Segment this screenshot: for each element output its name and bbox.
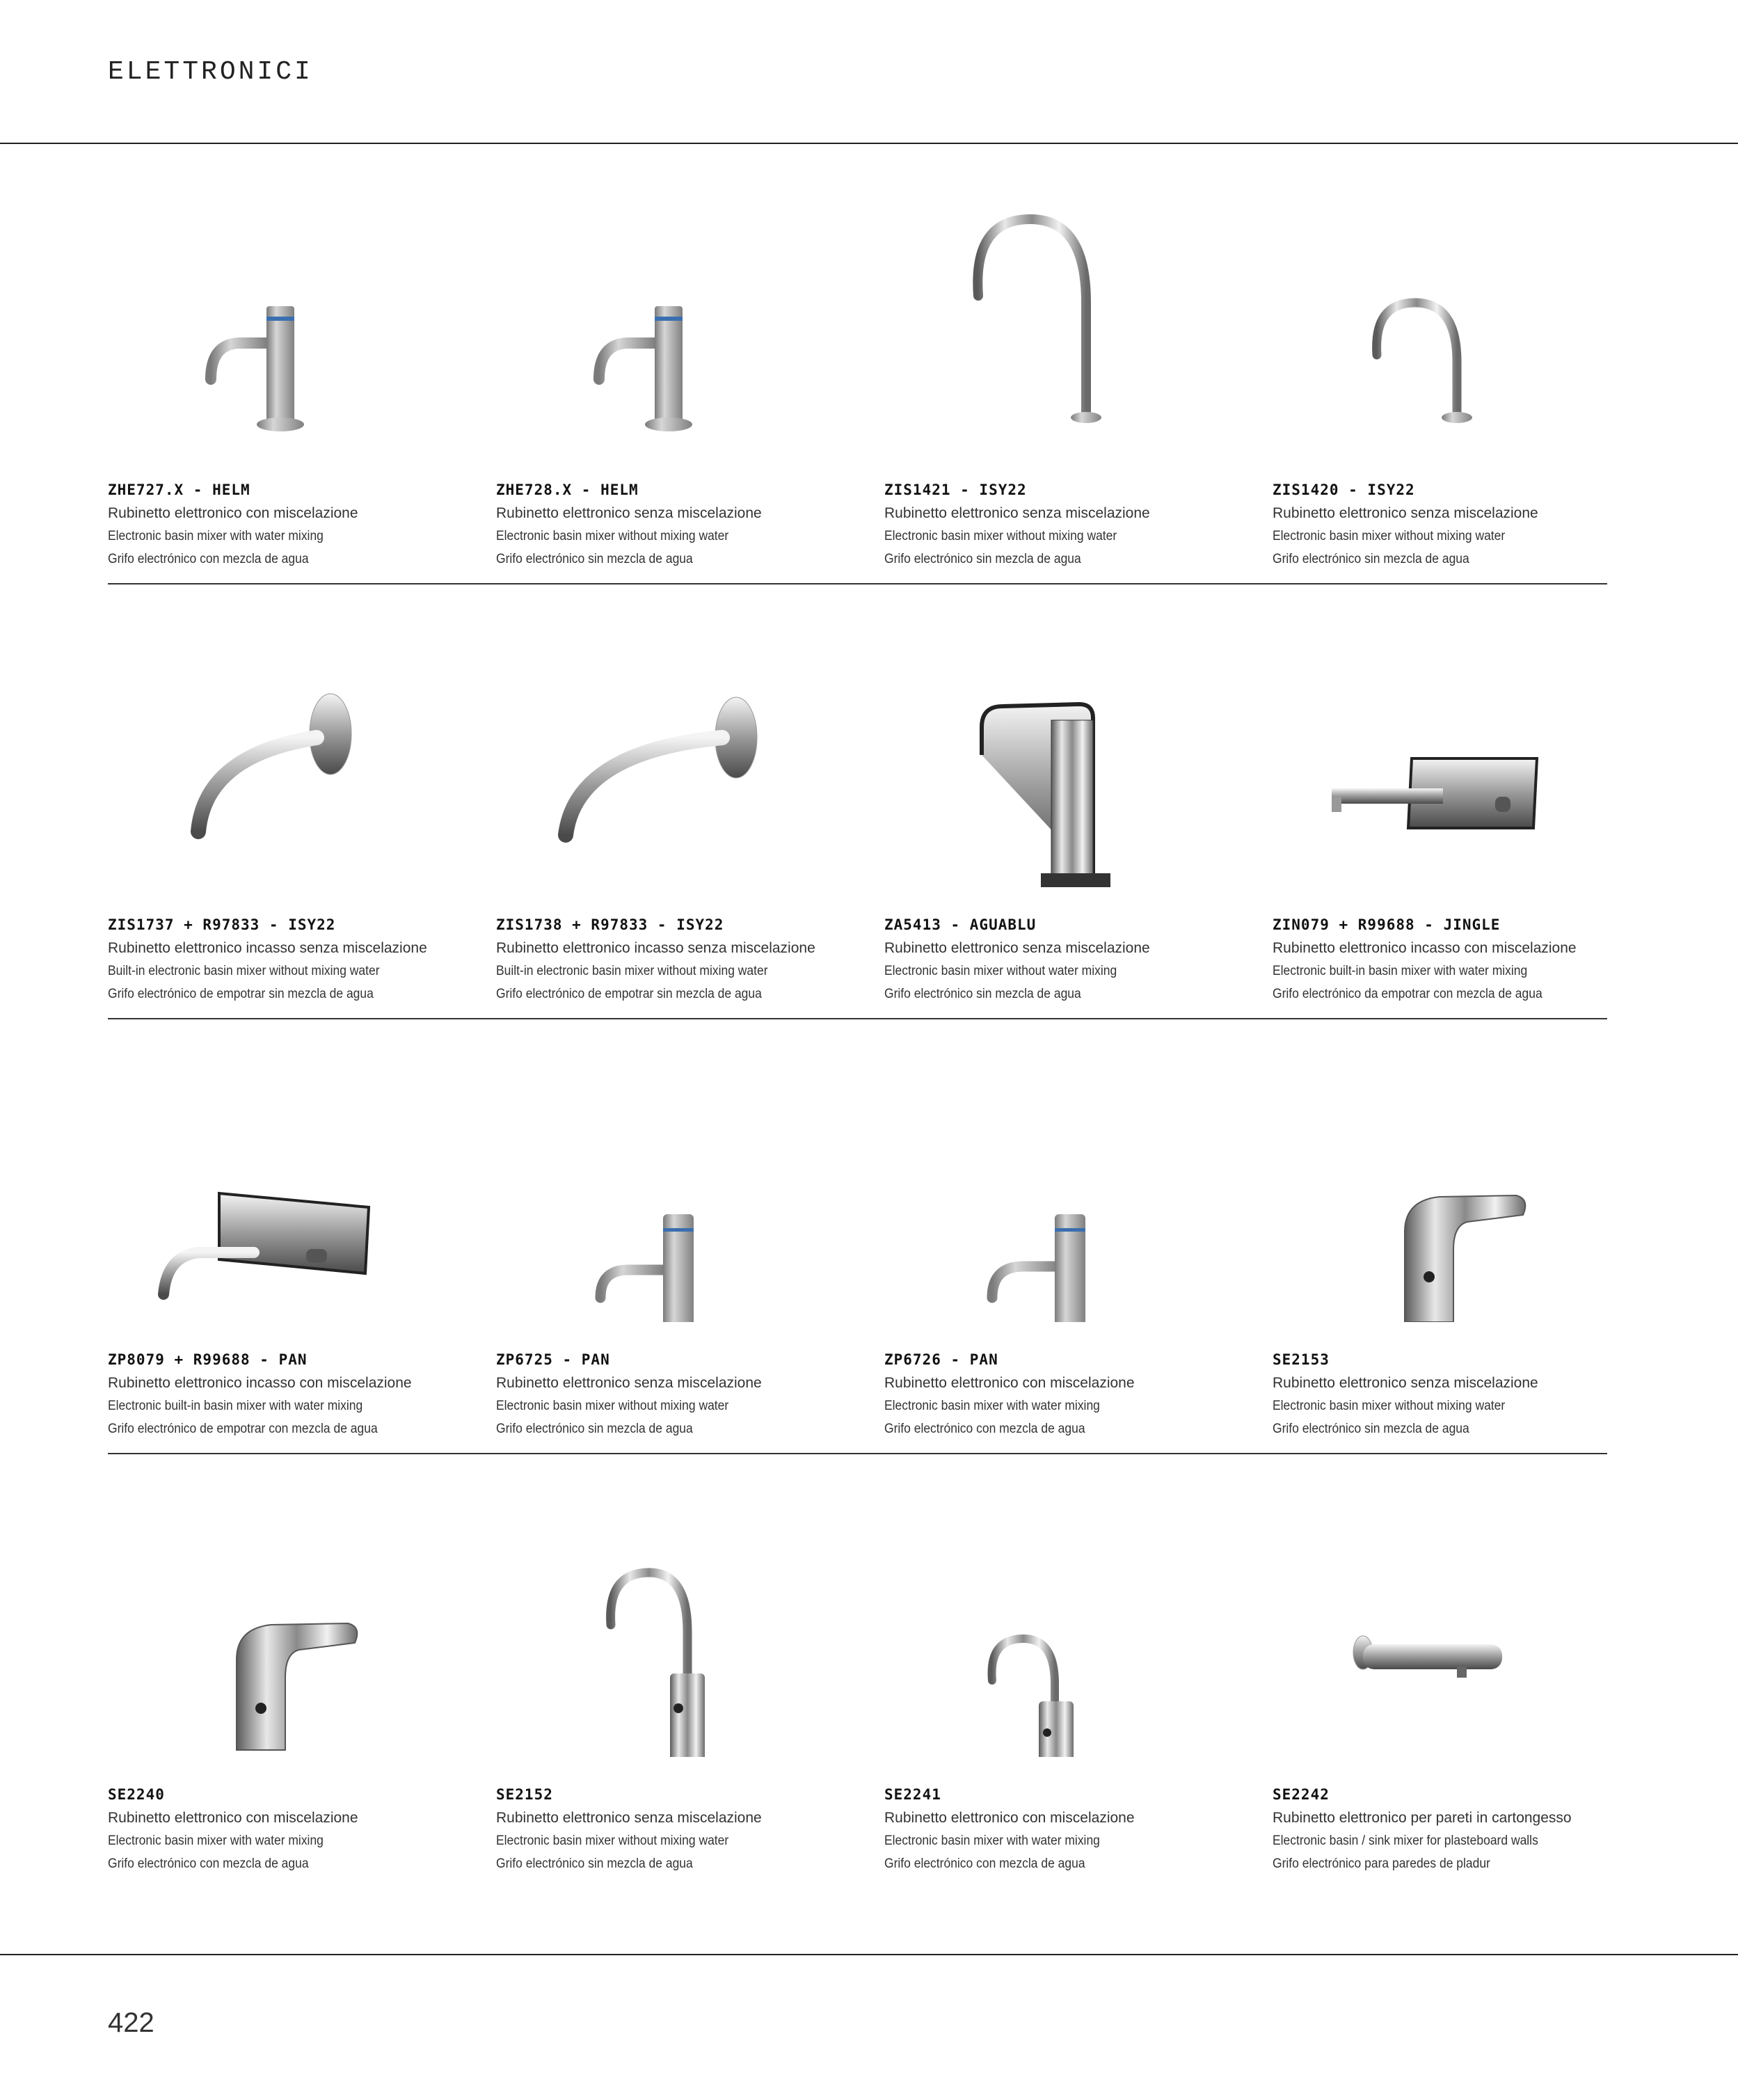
product-desc-es: Grifo electrónico para paredes de pladur: [1273, 1856, 1490, 1871]
product-desc-it: Rubinetto elettronico per pareti in cartongesso: [1273, 1810, 1572, 1826]
product-code: ZHE728.X - HELM: [496, 482, 639, 498]
short-tap-icon: [108, 167, 484, 452]
product-desc-es: Grifo electrónico sin mezcla de agua: [884, 552, 1081, 566]
product-desc-en: Electronic built-in basin mixer with water mixing: [1273, 964, 1528, 978]
product-desc-en: Electronic basin / sink mixer for plasteboard walls: [1273, 1833, 1538, 1848]
square-tap-icon: [884, 602, 1260, 887]
product-card[interactable]: [884, 1037, 1260, 1447]
product-desc-it: Rubinetto elettronico senza miscelazione: [884, 505, 1150, 521]
pan-tap-icon: [884, 1037, 1260, 1322]
product-desc-en: Electronic basin mixer with water mixing: [108, 1833, 324, 1848]
product-code: ZP6726 - PAN: [884, 1351, 998, 1368]
product-code: ZIS1420 - ISY22: [1273, 482, 1415, 498]
gooseneck-short-icon: [1273, 167, 1648, 452]
product-code: SE2242: [1273, 1786, 1330, 1803]
product-card[interactable]: [108, 602, 484, 1012]
product-code: SE2152: [496, 1786, 553, 1803]
wall-plate-tap-icon: [1273, 602, 1648, 887]
product-code: ZIS1737 + R97833 - ISY22: [108, 916, 336, 933]
product-desc-it: Rubinetto elettronico incasso con miscelazione: [1273, 940, 1577, 956]
product-desc-es: Grifo electrónico con mezcla de agua: [108, 1856, 309, 1871]
product-card[interactable]: [108, 167, 484, 578]
product-desc-it: Rubinetto elettronico senza miscelazione: [496, 1375, 762, 1391]
product-row: [108, 602, 1607, 1037]
product-desc-es: Grifo electrónico con mezcla de agua: [884, 1422, 1085, 1436]
product-desc-es: Grifo electrónico sin mezcla de agua: [1273, 1422, 1469, 1436]
row-divider: [108, 1453, 1607, 1454]
product-desc-en: Electronic basin mixer with water mixing: [884, 1833, 1100, 1848]
product-desc-en: Electronic basin mixer with water mixing: [884, 1399, 1100, 1413]
product-desc-es: Grifo electrónico sin mezcla de agua: [496, 1422, 693, 1436]
product-desc-it: Rubinetto elettronico con miscelazione: [108, 505, 358, 521]
header-divider: [0, 143, 1738, 144]
product-code: ZHE727.X - HELM: [108, 482, 250, 498]
product-desc-en: Electronic basin mixer without mixing water: [496, 1833, 729, 1848]
product-card[interactable]: [1273, 167, 1648, 578]
product-desc-es: Grifo electrónico de empotrar sin mezcla de agua: [496, 987, 762, 1001]
product-code: ZIN079 + R99688 - JINGLE: [1273, 916, 1501, 933]
footer-divider: [0, 1954, 1738, 1955]
product-desc-it: Rubinetto elettronico senza miscelazione: [884, 940, 1150, 956]
product-desc-en: Electronic built-in basin mixer with water mixing: [108, 1399, 363, 1413]
product-desc-en: Electronic basin mixer with water mixing: [108, 529, 324, 543]
product-desc-es: Grifo electrónico de empotrar con mezcla de agua: [108, 1422, 378, 1436]
product-desc-it: Rubinetto elettronico con miscelazione: [884, 1375, 1135, 1391]
product-desc-es: Grifo electrónico sin mezcla de agua: [1273, 552, 1469, 566]
sensor-tap-icon: [1273, 1037, 1648, 1322]
short-tap-icon: [496, 167, 872, 452]
product-desc-es: Grifo electrónico sin mezcla de agua: [496, 1856, 693, 1871]
product-card[interactable]: [1273, 1472, 1648, 1882]
product-row: [108, 1037, 1607, 1472]
sensor-gooseneck-short-icon: [884, 1472, 1260, 1757]
product-card[interactable]: [1273, 1037, 1648, 1447]
product-desc-es: Grifo electrónico con mezcla de agua: [884, 1856, 1085, 1871]
row-divider: [108, 583, 1607, 584]
product-card[interactable]: [884, 167, 1260, 578]
product-card[interactable]: [496, 1472, 872, 1882]
sensor-tap-icon: [108, 1472, 484, 1757]
product-card[interactable]: [884, 1472, 1260, 1882]
wall-plate-curve-icon: [108, 1037, 484, 1322]
product-desc-it: Rubinetto elettronico senza miscelazione: [1273, 1375, 1538, 1391]
product-desc-it: Rubinetto elettronico senza miscelazione: [496, 505, 762, 521]
product-card[interactable]: [496, 602, 872, 1012]
sensor-gooseneck-icon: [496, 1472, 872, 1757]
product-desc-en: Electronic basin mixer without mixing water: [884, 529, 1117, 543]
gooseneck-tall-icon: [884, 167, 1260, 452]
product-desc-en: Electronic basin mixer without mixing water: [1273, 529, 1506, 543]
wall-spout-icon: [108, 602, 484, 887]
row-divider: [108, 1018, 1607, 1019]
product-desc-it: Rubinetto elettronico senza miscelazione: [1273, 505, 1538, 521]
product-desc-en: Electronic basin mixer without mixing water: [496, 1399, 729, 1413]
product-code: ZP6725 - PAN: [496, 1351, 610, 1368]
pan-tap-icon: [496, 1037, 872, 1322]
product-desc-es: Grifo electrónico sin mezcla de agua: [496, 552, 693, 566]
product-code: SE2240: [108, 1786, 165, 1803]
product-desc-it: Rubinetto elettronico con miscelazione: [884, 1810, 1135, 1826]
product-desc-es: Grifo electrónico con mezcla de agua: [108, 552, 309, 566]
product-code: SE2153: [1273, 1351, 1330, 1368]
product-card[interactable]: [496, 167, 872, 578]
product-desc-en: Built-in electronic basin mixer without mixing water: [108, 964, 380, 978]
product-desc-es: Grifo electrónico de empotrar sin mezcla de agua: [108, 987, 374, 1001]
page-number: 422: [108, 2007, 154, 2038]
product-desc-it: Rubinetto elettronico incasso senza miscelazione: [496, 940, 815, 956]
product-row: [108, 1472, 1607, 1907]
product-desc-en: Electronic basin mixer without mixing water: [496, 529, 729, 543]
product-desc-es: Grifo electrónico da empotrar con mezcla de agua: [1273, 987, 1542, 1001]
product-desc-it: Rubinetto elettronico incasso senza miscelazione: [108, 940, 427, 956]
product-code: ZP8079 + R99688 - PAN: [108, 1351, 308, 1368]
product-card[interactable]: [1273, 602, 1648, 1012]
product-card[interactable]: [108, 1472, 484, 1882]
product-row: [108, 167, 1607, 602]
product-code: ZIS1738 + R97833 - ISY22: [496, 916, 724, 933]
product-card[interactable]: [496, 1037, 872, 1447]
product-desc-en: Built-in electronic basin mixer without mixing water: [496, 964, 768, 978]
product-desc-es: Grifo electrónico sin mezcla de agua: [884, 987, 1081, 1001]
product-desc-en: Electronic basin mixer without water mixing: [884, 964, 1117, 978]
product-grid: [108, 167, 1607, 1907]
product-code: SE2241: [884, 1786, 941, 1803]
section-title: ELETTRONICI: [108, 57, 313, 87]
wall-spout-long-icon: [496, 602, 872, 887]
product-code: ZIS1421 - ISY22: [884, 482, 1027, 498]
wall-tube-icon: [1273, 1472, 1648, 1757]
product-code: ZA5413 - AGUABLU: [884, 916, 1037, 933]
product-desc-it: Rubinetto elettronico con miscelazione: [108, 1810, 358, 1826]
product-card[interactable]: [108, 1037, 484, 1447]
product-desc-en: Electronic basin mixer without mixing water: [1273, 1399, 1506, 1413]
product-desc-it: Rubinetto elettronico senza miscelazione: [496, 1810, 762, 1826]
product-desc-it: Rubinetto elettronico incasso con miscelazione: [108, 1375, 412, 1391]
product-card[interactable]: [884, 602, 1260, 1012]
